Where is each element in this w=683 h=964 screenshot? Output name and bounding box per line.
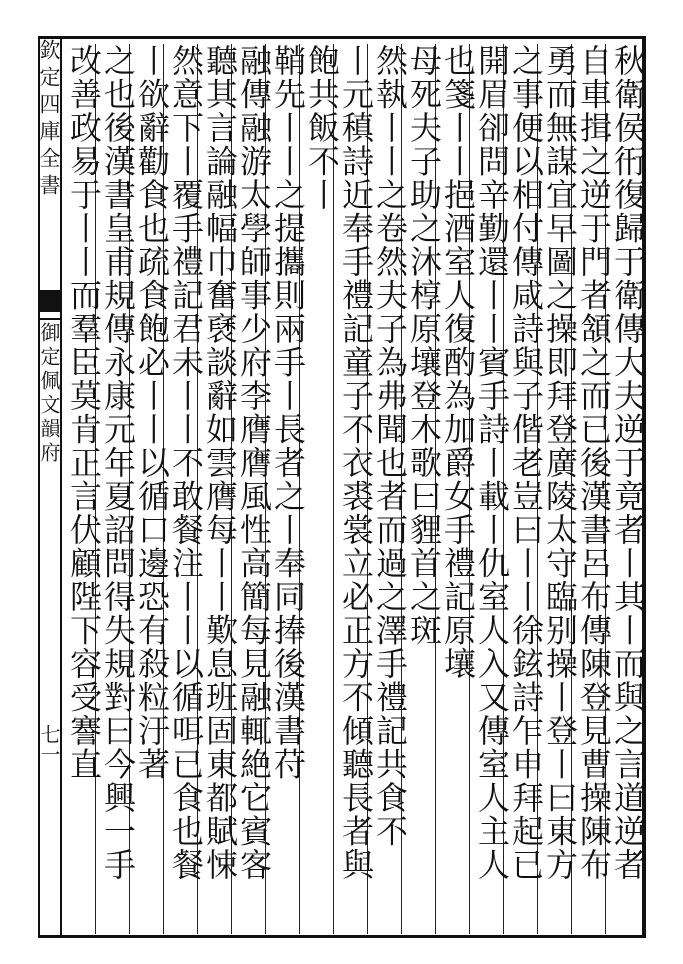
fishtail-notch	[38, 312, 60, 320]
column-text: 改善政易于丨丨而羣臣莫肯正言伏顧陛下容受謇直	[65, 44, 103, 781]
column-text: 開眉卻問辛勤還丨丨賓手詩丨載丨仇室人入又傳室人主人	[473, 44, 511, 882]
column-text: 自車揖之逆于門者頷之而已後漢書呂布傳陳登見曹操陳布	[575, 44, 613, 882]
column-text: 之事便以相付傳咸詩與子偕老豈曰丨丨徐鉉詩乍申拜起已	[507, 44, 545, 882]
column-text: 然意下丨覆手禮記君未丨丨不敢餐注丨丨以循咡已食也餐	[167, 44, 205, 882]
column-text: 秋衛侯衎復歸于衛傳大夫逆于竟者丨其丨而與之言道逆者	[609, 44, 647, 882]
column-text: 鞘先丨丨之提攜則兩手丨長者之丨奉同捧後漢書苻	[269, 44, 307, 781]
column-text: 母死夫子助之沐椁原壤登木歌曰貍首之斑	[405, 44, 443, 647]
column-text: 然執丨丨之卷然夫子為弗聞也者而過之澤手禮記共食不	[371, 44, 409, 848]
fishtail-mark	[38, 290, 60, 312]
column-text: 聽其言論融幅巾奮褎談辭如雲膺每丨丨歎息班固東都賦悚	[201, 44, 239, 882]
column-text: 也箋丨丨挹酒室人復酌為加爵女手禮記原壤	[439, 44, 477, 681]
column-text: 勇而無謀宜早圖之操即拜登廣陵太守臨别操丨登丨曰東方	[541, 44, 579, 882]
folio-number: 七一	[37, 724, 61, 764]
text-column	[62, 44, 103, 934]
column-text: 丨元稹詩近奉手禮記童子不衣裘裳立必正方不傾聽長者與	[337, 44, 375, 882]
column-text: 丨欲辭勸食也疏食飽必丨丨以循口邊恐有殺粒汙著	[133, 44, 171, 781]
column-text: 融傳融游太學師事少府李膺膺風性高簡每見融輒絶它賓客	[235, 44, 273, 882]
column-text: 飽共飯不丨	[303, 44, 341, 212]
collection-title: 欽定四庫全書	[37, 39, 61, 201]
column-text: 之也後漢書皇甫規傳永康元年夏詔問得失規對曰今興一手	[99, 44, 137, 882]
book-title: 御定佩文韻府	[37, 322, 61, 466]
